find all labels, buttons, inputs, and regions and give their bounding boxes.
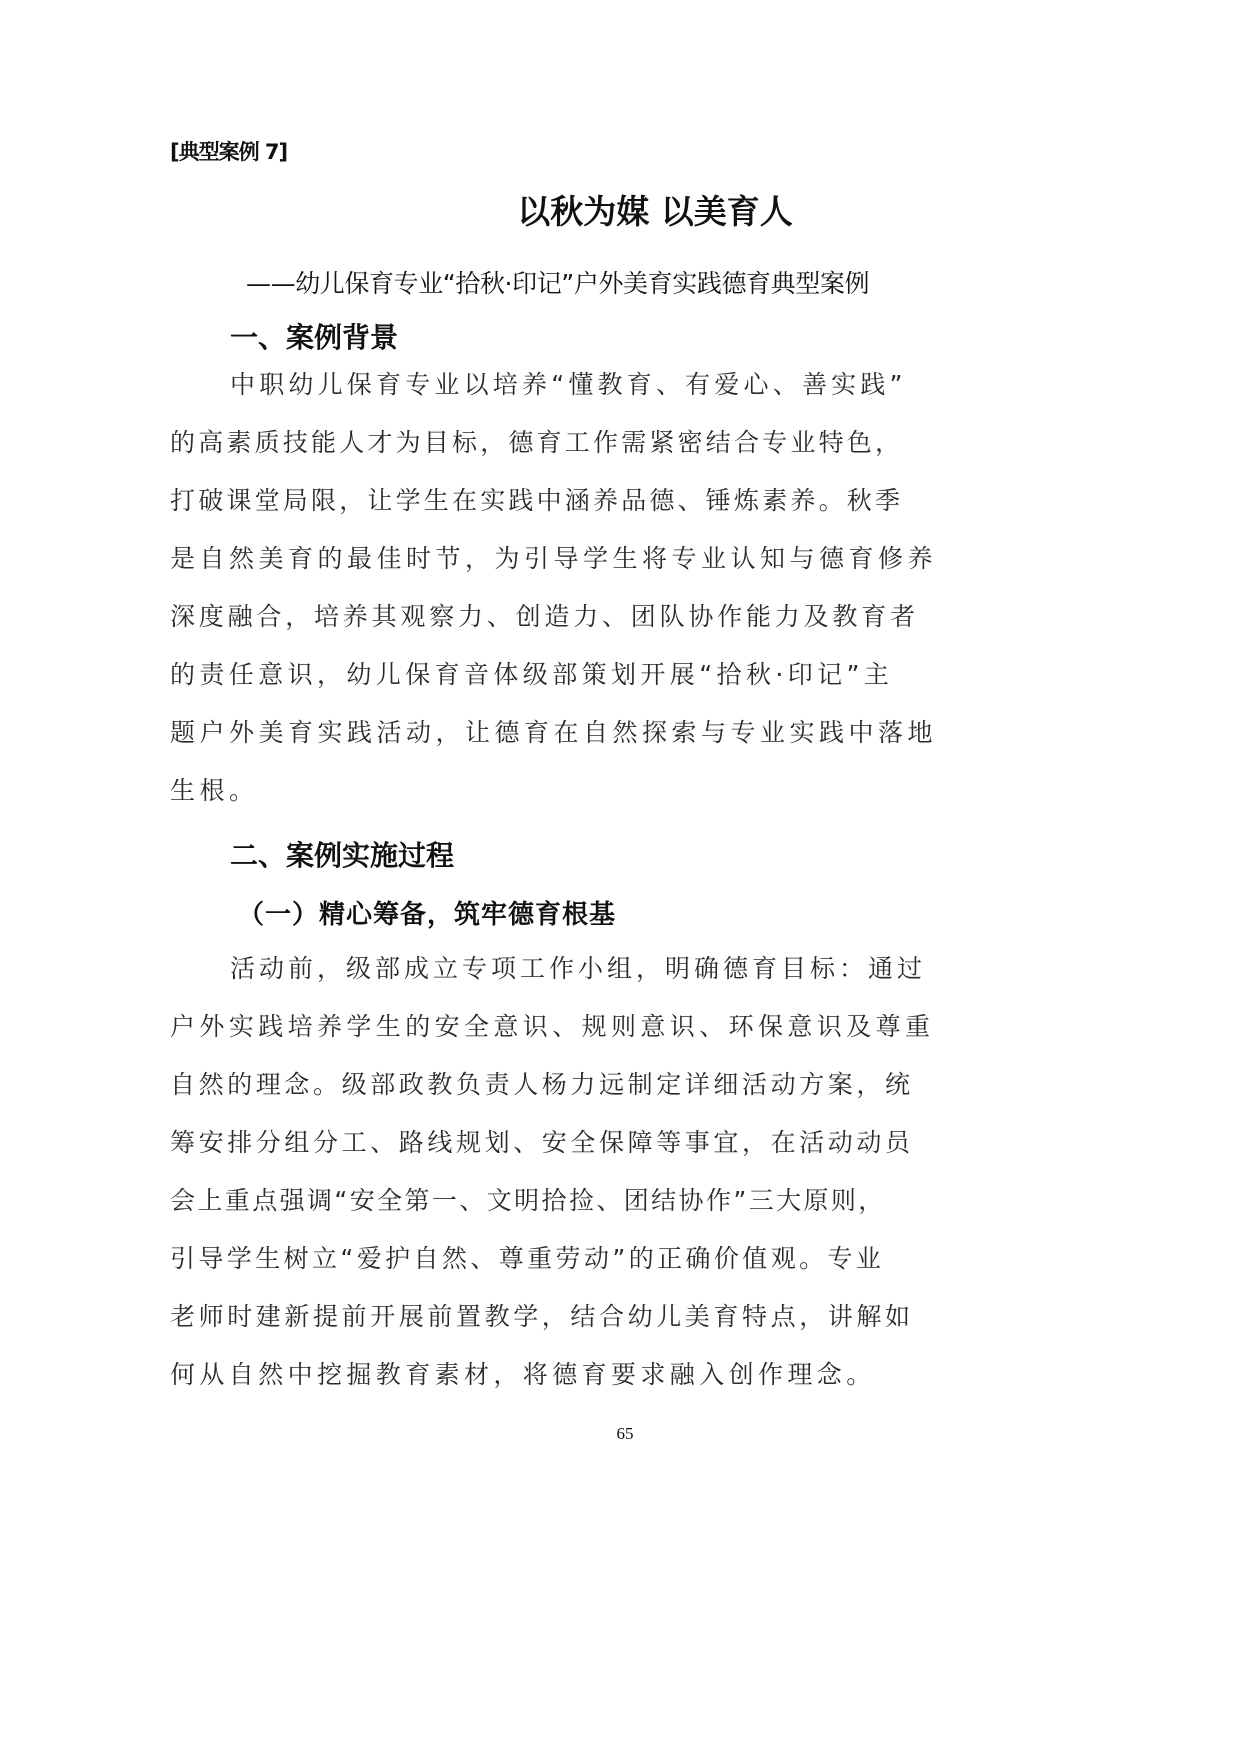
section-heading-background: 一、案例背景 bbox=[230, 321, 399, 354]
paragraph-line: 引导学生树立“爱护自然、尊重劳动”的正确价值观。专业 bbox=[170, 1244, 885, 1273]
paragraph-line: 会上重点强调“安全第一、文明拾捡、团结协作”三大原则， bbox=[170, 1186, 886, 1215]
paragraph-line: 的责任意识，幼儿保育音体级部策划开展“拾秋·印记”主 bbox=[170, 660, 894, 689]
paragraph-line: 活动前，级部成立专项工作小组，明确德育目标：通过 bbox=[230, 954, 927, 983]
paragraph-line: 中职幼儿保育专业以培养“懂教育、有爱心、善实践” bbox=[230, 370, 907, 399]
paragraph-line: 题户外美育实践活动，让德育在自然探索与专业实践中落地 bbox=[170, 718, 938, 747]
page-subtitle: ——幼儿保育专业“拾秋·印记”户外美育实践德育典型案例 bbox=[246, 269, 870, 298]
paragraph-line: 是自然美育的最佳时节，为引导学生将专业认知与德育修养 bbox=[170, 544, 938, 573]
case-label: [典型案例 7] bbox=[170, 140, 288, 164]
page-number: 65 bbox=[616, 1424, 634, 1443]
paragraph-line: 生根。 bbox=[170, 776, 259, 805]
page-title: 以秋为媒 以美育人 bbox=[517, 192, 793, 231]
paragraph-line: 户外实践培养学生的安全意识、规则意识、环保意识及尊重 bbox=[170, 1012, 935, 1041]
paragraph-line: 深度融合，培养其观察力、创造力、团队协作能力及教育者 bbox=[170, 602, 919, 631]
paragraph-line: 筹安排分组分工、路线规划、安全保障等事宜，在活动动员 bbox=[170, 1128, 914, 1157]
paragraph-line: 何从自然中挖掘教育素材，将德育要求融入创作理念。 bbox=[170, 1360, 876, 1389]
paragraph-line: 打破课堂局限，让学生在实践中涵养品德、锤炼素养。秋季 bbox=[170, 486, 904, 515]
paragraph-line: 的高素质技能人才为目标，德育工作需紧密结合专业特色， bbox=[170, 428, 904, 457]
paragraph-line: 自然的理念。级部政教负责人杨力远制定详细活动方案，统 bbox=[170, 1070, 914, 1099]
paragraph-line: 老师时建新提前开展前置教学，结合幼儿美育特点，讲解如 bbox=[170, 1302, 914, 1331]
subsection-heading-preparation: （一）精心筹备，筑牢德育根基 bbox=[238, 900, 617, 930]
section-heading-implementation: 二、案例实施过程 bbox=[230, 839, 455, 872]
